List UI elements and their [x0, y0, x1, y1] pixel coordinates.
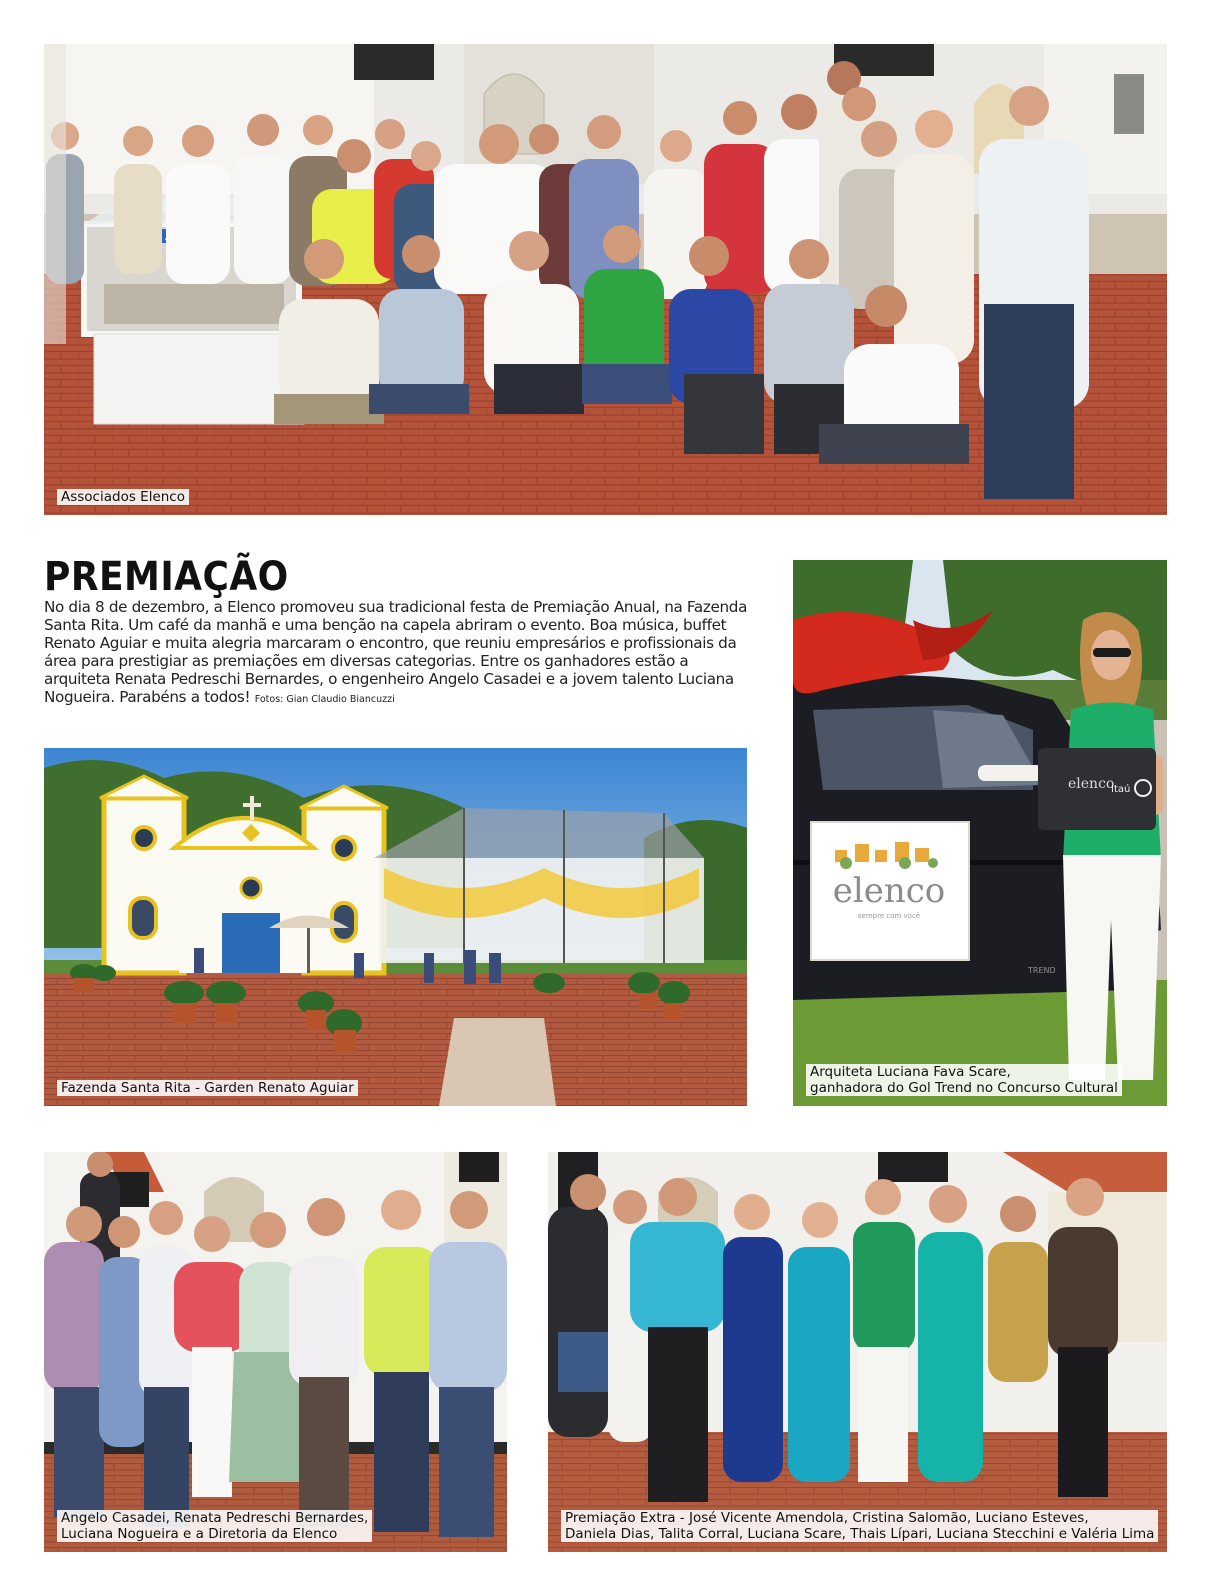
- photo-diretoria-elenco: [44, 1152, 507, 1552]
- photo-caption: [806, 1064, 1122, 1096]
- caption-line-2: Daniela Dias, Talita Corral, Luciana Scare, Thais Lípari, Luciana Stecchini e Valéria Lima: [565, 1526, 1155, 1542]
- caption-text: Fazenda Santa Rita - Garden Renato Aguiar: [61, 1080, 354, 1096]
- article: [44, 556, 752, 709]
- photo-associados-elenco: [44, 44, 1167, 515]
- article-title: PREMIAÇÃO: [44, 554, 289, 600]
- car-winner-illustration: [793, 560, 1167, 1106]
- photo-caption: [561, 1510, 1158, 1542]
- photo-caption: [57, 1080, 358, 1096]
- photo-fazenda-santa-rita: [44, 748, 747, 1106]
- directors-illustration: [44, 1152, 507, 1552]
- chapel-illustration: [44, 748, 747, 1106]
- door-sign-tagline: sempre com você: [857, 912, 921, 920]
- plaque-right: Itaú: [1111, 784, 1131, 795]
- event-tent: [374, 808, 704, 963]
- car-model-badge: TREND: [1028, 966, 1056, 975]
- extra-winners-illustration: [548, 1152, 1167, 1552]
- caption-line-1: Premiação Extra - José Vicente Amendola, Cristina Salomão, Luciano Esteves,: [565, 1510, 1089, 1526]
- article-body: [44, 598, 752, 709]
- photo-premiacao-extra: [548, 1152, 1167, 1552]
- caption-line-2: Luciana Nogueira e a Diretoria da Elenco: [61, 1526, 338, 1542]
- chapel: [100, 776, 388, 973]
- caption-line-1: Arquiteta Luciana Fava Scare,: [810, 1064, 1011, 1080]
- photo-credit: Fotos: Gian Claudio Biancuzzi: [254, 694, 395, 705]
- photo-caption: [57, 1510, 372, 1542]
- caption-line-2: ganhadora do Gol Trend no Concurso Cultural: [810, 1080, 1118, 1096]
- caption-line-1: Angelo Casadei, Renata Pedreschi Bernardes,: [61, 1510, 369, 1526]
- group-photo-illustration: [44, 44, 1167, 515]
- article-text: No dia 8 de dezembro, a Elenco promoveu sua tradicional festa de Premiação Anual, na Fazenda Santa Rita. Um café da manhã e uma benção na capela abriram o evento. Boa música, buffet Renato Aguiar e muita alegria marcaram o encontro, que reuniu empresários e profissionais da área para prestigiar as premiações em diversas categorias. Entre os ganhadores estão a arquiteta Renata Pedreschi Bernardes, o engenheiro Angelo Casadei e a jovem talento Luciana Nogueira. Parabéns a todos!: [44, 598, 748, 706]
- photo-caption: [57, 489, 189, 505]
- door-sign-brand: elenco: [832, 871, 946, 911]
- caption-text: Associados Elenco: [61, 489, 185, 505]
- plaque-left: elenco: [1068, 776, 1115, 792]
- photo-arquiteta-car: [793, 560, 1167, 1106]
